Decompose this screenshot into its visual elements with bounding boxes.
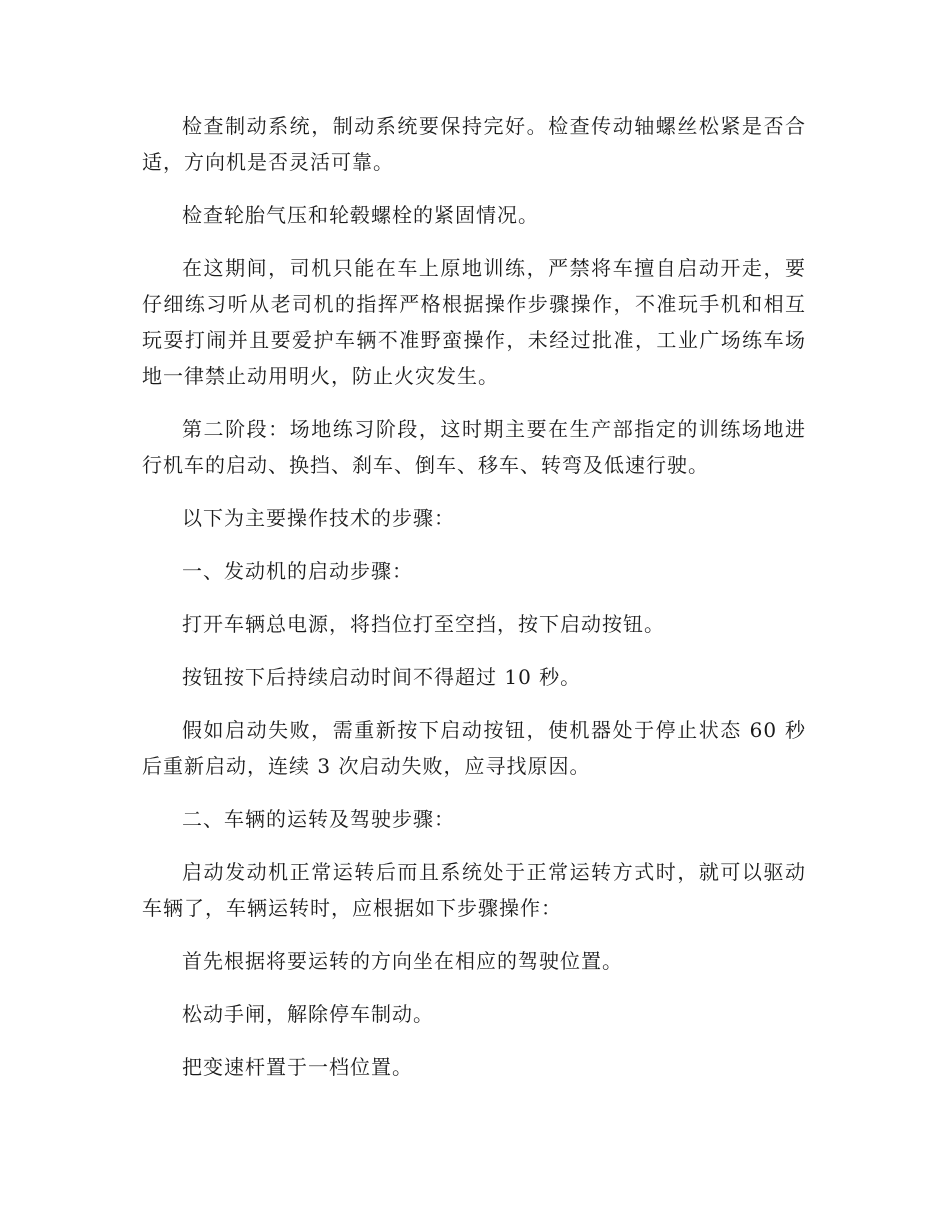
heading-engine-start: 一、发动机的启动步骤： bbox=[182, 559, 413, 583]
paragraph-stage-two: 第二阶段：场地练习阶段，这时期主要在生产部指定的训练场地进行机车的启动、换挡、刹车、倒车、移车、转弯及低速行驶。 bbox=[142, 417, 806, 477]
paragraph-tire-check: 检查轮胎气压和轮毂螺栓的紧固情况。 bbox=[182, 203, 539, 227]
document-body bbox=[142, 108, 806, 1102]
paragraph-first-gear: 把变速杆置于一档位置。 bbox=[182, 1055, 413, 1079]
heading-vehicle-operation: 二、车辆的运转及驾驶步骤： bbox=[182, 807, 455, 831]
paragraph-steps-intro: 以下为主要操作技术的步骤： bbox=[182, 506, 455, 530]
paragraph-start-failure: 假如启动失败，需重新按下启动按钮，使机器处于停止状态 60 秒后重新启动，连续 3 次启动失败，应寻找原因。 bbox=[142, 718, 806, 778]
paragraph-start-duration: 按钮按下后持续启动时间不得超过 10 秒。 bbox=[182, 665, 582, 689]
paragraph-power-on: 打开车辆总电源，将挡位打至空挡，按下启动按钮。 bbox=[182, 612, 665, 636]
paragraph-brake-check: 检查制动系统，制动系统要保持完好。检查传动轴螺丝松紧是否合适，方向机是否灵活可靠。 bbox=[142, 114, 806, 174]
paragraph-training-rules: 在这期间，司机只能在车上原地训练，严禁将车擅自启动开走，要仔细练习听从老司机的指挥严格根据操作步骤操作，不准玩手机和相互玩耍打闹并且要爱护车辆不准野蛮操作，未经过批准，工业广场练车场地一律禁止动用明火，防止火灾发生。 bbox=[142, 256, 806, 388]
paragraph-release-brake: 松动手闸，解除停车制动。 bbox=[182, 1002, 434, 1026]
paragraph-seat-position: 首先根据将要运转的方向坐在相应的驾驶位置。 bbox=[182, 949, 623, 973]
paragraph-drive-ready: 启动发动机正常运转后而且系统处于正常运转方式时，就可以驱动车辆了，车辆运转时，应根据如下步骤操作： bbox=[142, 860, 806, 920]
